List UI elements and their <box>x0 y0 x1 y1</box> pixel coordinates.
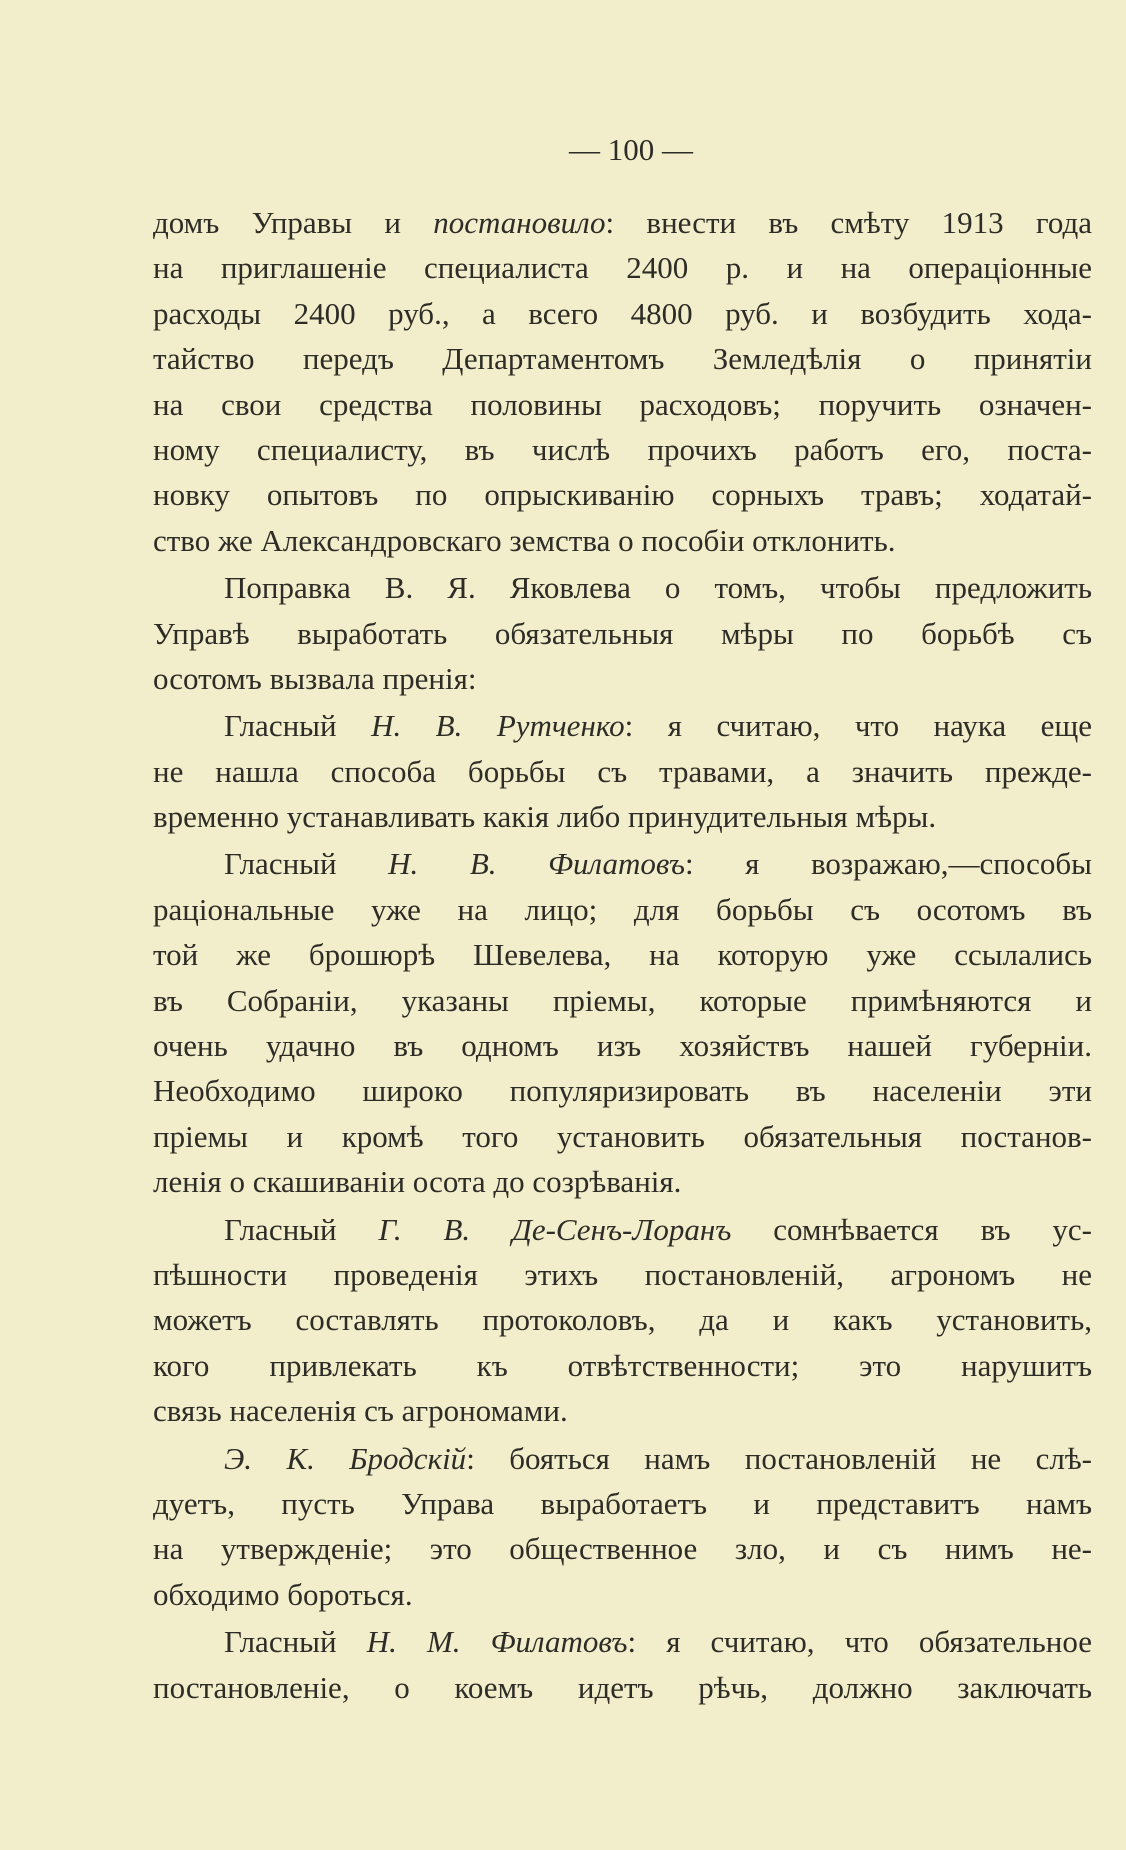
text-line <box>153 1572 1092 1617</box>
speaker-name: Н. В. Рутченко <box>371 708 625 744</box>
page-number: — 100 — <box>569 132 693 167</box>
text-segment: связь населенія съ агрономами. <box>153 1393 568 1429</box>
text-segment: Поправка В. Я. Яковлева о томъ, чтобы предложить <box>224 570 1092 606</box>
text-line <box>153 611 1092 656</box>
text-segment: на свои средства половины расходовъ; поручить означен- <box>153 386 1092 422</box>
text-line <box>153 1068 1092 1113</box>
paragraph-first-line <box>153 841 1092 886</box>
text-line <box>153 382 1092 427</box>
text-segment: расходы 2400 руб., а всего 4800 руб. и возбудить хода- <box>153 295 1092 331</box>
speaker-name: Н. В. Филатовъ <box>388 846 685 882</box>
speaker-name: Э. К. Бродскій <box>224 1440 467 1476</box>
text-line <box>153 1388 1092 1433</box>
paragraph-first-line <box>153 703 1092 748</box>
text-segment: Гласный <box>224 846 389 882</box>
speaker-name: Н. М. Филатовъ <box>366 1624 628 1660</box>
text-line <box>153 1114 1092 1159</box>
document-body <box>153 200 1092 1710</box>
text-segment: въ Собраніи, указаны пріемы, которые примѣняются и <box>153 982 1092 1018</box>
text-line <box>153 656 1092 701</box>
text-segment: : внести въ смѣту 1913 года <box>605 205 1092 240</box>
text-line <box>153 427 1092 472</box>
text-segment: дуетъ, пусть Управа выработаетъ и представитъ намъ <box>153 1485 1092 1521</box>
paragraph-first-line <box>153 565 1092 610</box>
text-line <box>153 1526 1092 1571</box>
text-segment: постановленіе, о коемъ идетъ рѣчь, должно заключать <box>153 1669 1092 1705</box>
text-segment: осотомъ вызвала пренія: <box>153 660 477 696</box>
text-line <box>153 336 1092 381</box>
text-segment: на приглашеніе специалиста 2400 р. и на операціонные <box>153 250 1092 286</box>
text-segment: на утвержденіе; это общественное зло, и съ нимъ не- <box>153 1531 1092 1567</box>
text-segment: временно устанавливать какія либо принудительныя мѣры. <box>153 799 937 835</box>
text-segment: Гласный <box>224 1211 379 1247</box>
text-segment: ленія о скашиваніи осота до созрѣванія. <box>153 1164 682 1200</box>
text-line <box>153 887 1092 932</box>
text-line <box>153 794 1092 839</box>
text-line <box>153 1343 1092 1388</box>
text-segment: домъ Управы и <box>153 205 434 240</box>
paragraph-first-line <box>153 1436 1092 1481</box>
text-segment: Гласный <box>224 1624 367 1660</box>
text-segment: ному специалисту, въ числѣ прочихъ работъ его, поста- <box>153 431 1092 467</box>
text-line <box>153 749 1092 794</box>
text-segment: не нашла способа борьбы съ травами, а значить прежде- <box>153 753 1092 789</box>
text-segment: : бояться намъ постановленій не слѣ- <box>466 1440 1092 1476</box>
text-line <box>153 1023 1092 1068</box>
text-segment: Управѣ выработать обязательныя мѣры по борьбѣ съ <box>153 615 1092 651</box>
paragraph-first-line <box>153 1207 1092 1252</box>
text-line <box>153 1297 1092 1342</box>
text-segment: сомнѣвается въ ус- <box>731 1211 1092 1247</box>
text-line <box>153 1252 1092 1297</box>
text-segment: Необходимо широко популяризировать въ населеніи эти <box>153 1073 1092 1109</box>
text-line <box>153 1481 1092 1526</box>
text-segment: : я возражаю,—способы <box>684 846 1092 882</box>
text-segment: : я считаю, что обязательное <box>627 1624 1093 1660</box>
text-segment: новку опытовъ по опрыскиванію сорныхъ травъ; ходатай- <box>153 477 1092 513</box>
text-line <box>153 1159 1092 1204</box>
text-segment: можетъ составлять протоколовъ, да и какъ установить, <box>153 1302 1092 1338</box>
text-line <box>153 472 1092 517</box>
text-line <box>153 1665 1092 1710</box>
text-segment: раціональные уже на лицо; для борьбы съ осотомъ въ <box>153 891 1092 927</box>
text-segment: кого привлекать къ отвѣтственности; это нарушитъ <box>153 1347 1092 1383</box>
text-segment: обходимо бороться. <box>153 1576 413 1612</box>
text-line <box>153 518 1092 563</box>
speaker-name: постановило <box>433 205 606 240</box>
text-line <box>153 932 1092 977</box>
text-segment: очень удачно въ одномъ изъ хозяйствъ нашей губерніи. <box>153 1028 1092 1064</box>
text-line <box>153 291 1092 336</box>
text-line <box>153 245 1092 290</box>
paragraph-first-line <box>153 1619 1092 1664</box>
text-segment: той же брошюрѣ Шевелева, на которую уже ссылались <box>153 937 1092 973</box>
speaker-name: Г. В. Де-Сенъ-Лоранъ <box>378 1211 732 1247</box>
text-segment: тайство передъ Департаментомъ Земледѣлія о принятіи <box>153 341 1092 377</box>
text-segment: пріемы и кромѣ того установить обязательныя постанов- <box>153 1118 1092 1154</box>
text-segment: ство же Александровскаго земства о пособіи отклонить. <box>153 522 896 558</box>
text-line <box>153 978 1092 1023</box>
text-segment: Гласный <box>224 708 372 744</box>
text-line <box>153 200 1092 245</box>
text-segment: пѣшности проведенія этихъ постановленій, агрономъ не <box>153 1256 1092 1292</box>
text-segment: : я считаю, что наука еще <box>624 708 1093 744</box>
